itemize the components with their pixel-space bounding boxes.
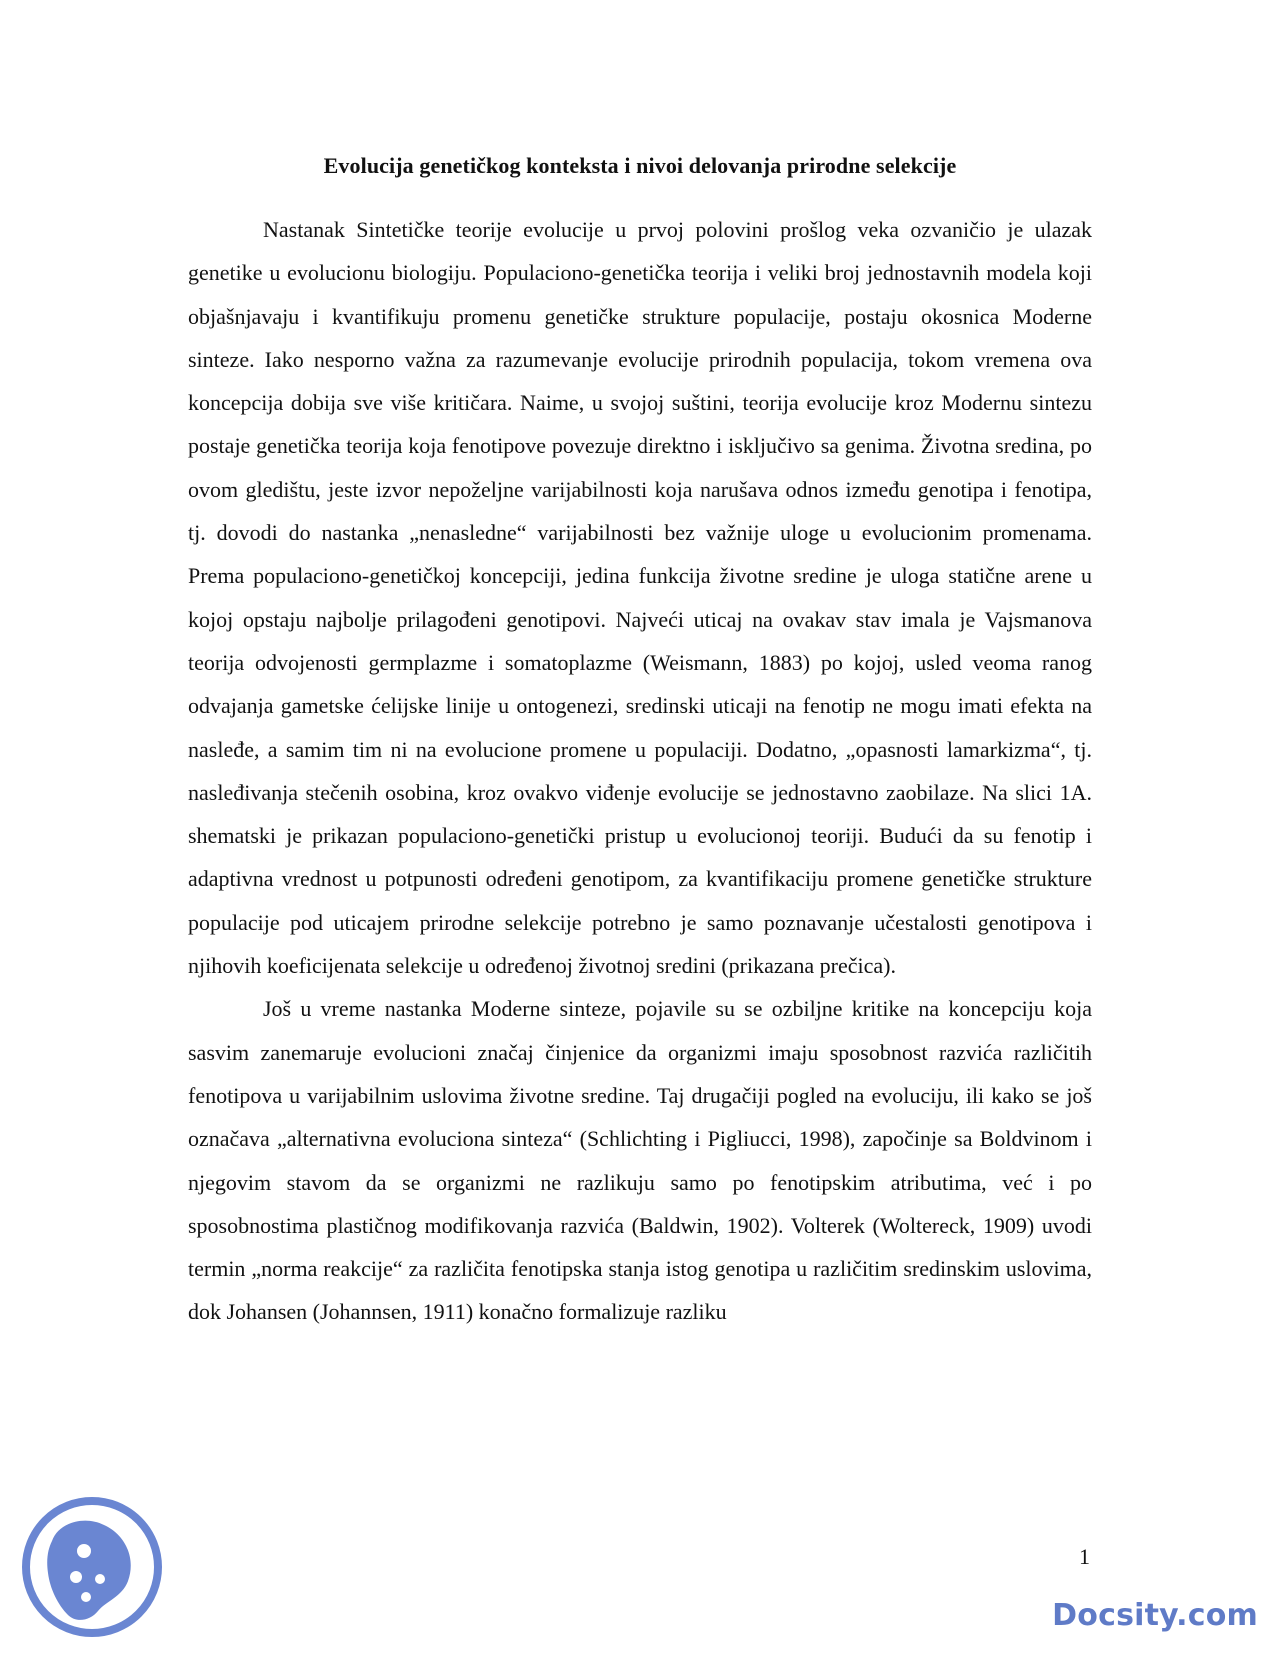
docsity-logo-icon	[18, 1493, 166, 1641]
docsity-brand-watermark: Docsity.com	[1052, 1598, 1258, 1633]
document-title: Evolucija genetičkog konteksta i nivoi delovanja prirodne selekcije	[323, 153, 957, 178]
paragraph-1: Nastanak Sintetičke teorije evolucije u prvoj polovini prošlog veka ozvaničio je ulazak genetike u evolucionu biologiju. Populaciono-genetička teorija i veliki broj jednostavnih modela koji objašnjavaju i kvantifikuju promenu genetičke strukture populacije, postaju okosnica Moderne sinteze. Iako nesporno važna za razumevanje evolucije prirodnih populacija, tokom vremena ova koncepcija dobija sve više kritičara. Naime, u svojoj suštini, teorija evolucije kroz Modernu sintezu postaje genetička teorija koja fenotipove povezuje direktno i isključivo sa genima. Životna sredina, po ovom gledištu, jeste izvor nepoželjne varijabilnosti koja narušava odnos između genotipa i fenotipa, tj. dovodi do nastanka „nenasledne“ varijabilnosti bez važnije uloge u evolucionim promenama. Prema populaciono-genetičkoj koncepciji, jedina funkcija životne sredine je uloga statične arene u kojoj opstaju najbolje prilagođeni genotipovi. Najveći uticaj na ovakav stav imala je Vajsmanova teorija odvojenosti germplazme i somatoplazme (Weismann, 1883) po kojoj, usled veoma ranog odvajanja gametske ćelijske linije u ontogenezi, sredinski uticaji na fenotip ne mogu imati efekta na nasleđe, a samim tim ni na evolucione promene u populaciji. Dodatno, „opasnosti lamarkizma“, tj. nasleđivanja stečenih osobina, kroz ovakvo viđenje evolucije se jednostavno zaobilaze. Na slici 1A. shematski je prikazan populaciono-genetički pristup u evolucionoj teoriji. Budući da su fenotip i adaptivna vrednost u potpunosti određeni genotipom, za kvantifikaciju promene genetičke strukture populacije pod uticajem prirodne selekcije potrebno je samo poznavanje učestalosti genotipova i njihovih koeficijenata selekcije u određenoj životnoj sredini (prikazana prečica).	[188, 217, 1092, 979]
page-number: 1	[1079, 1544, 1090, 1569]
paragraph-2: Još u vreme nastanka Moderne sinteze, pojavile su se ozbiljne kritike na koncepciju koja sasvim zanemaruje evolucioni značaj činjenice da organizmi imaju sposobnost razvića različitih fenotipova u varijabilnim uslovima životne sredine. Taj drugačiji pogled na evoluciju, ili kako se još označava „alternativna evoluciona sinteza“ (Schlichting i Pigliucci, 1998), započinje sa Boldvinom i njegovim stavom da se organizmi ne razlikuju samo po fenotipskim atributima, već i po sposobnostima plastičnog modifikovanja razvića (Baldwin, 1902). Volterek (Woltereck, 1909) uvodi termin „norma reakcije“ za različita fenotipska stanja istog genotipa u različitim sredinskim uslovima, dok Johansen (Johannsen, 1911) konačno formalizuje razliku	[188, 996, 1092, 1325]
document-body	[188, 208, 1092, 1334]
